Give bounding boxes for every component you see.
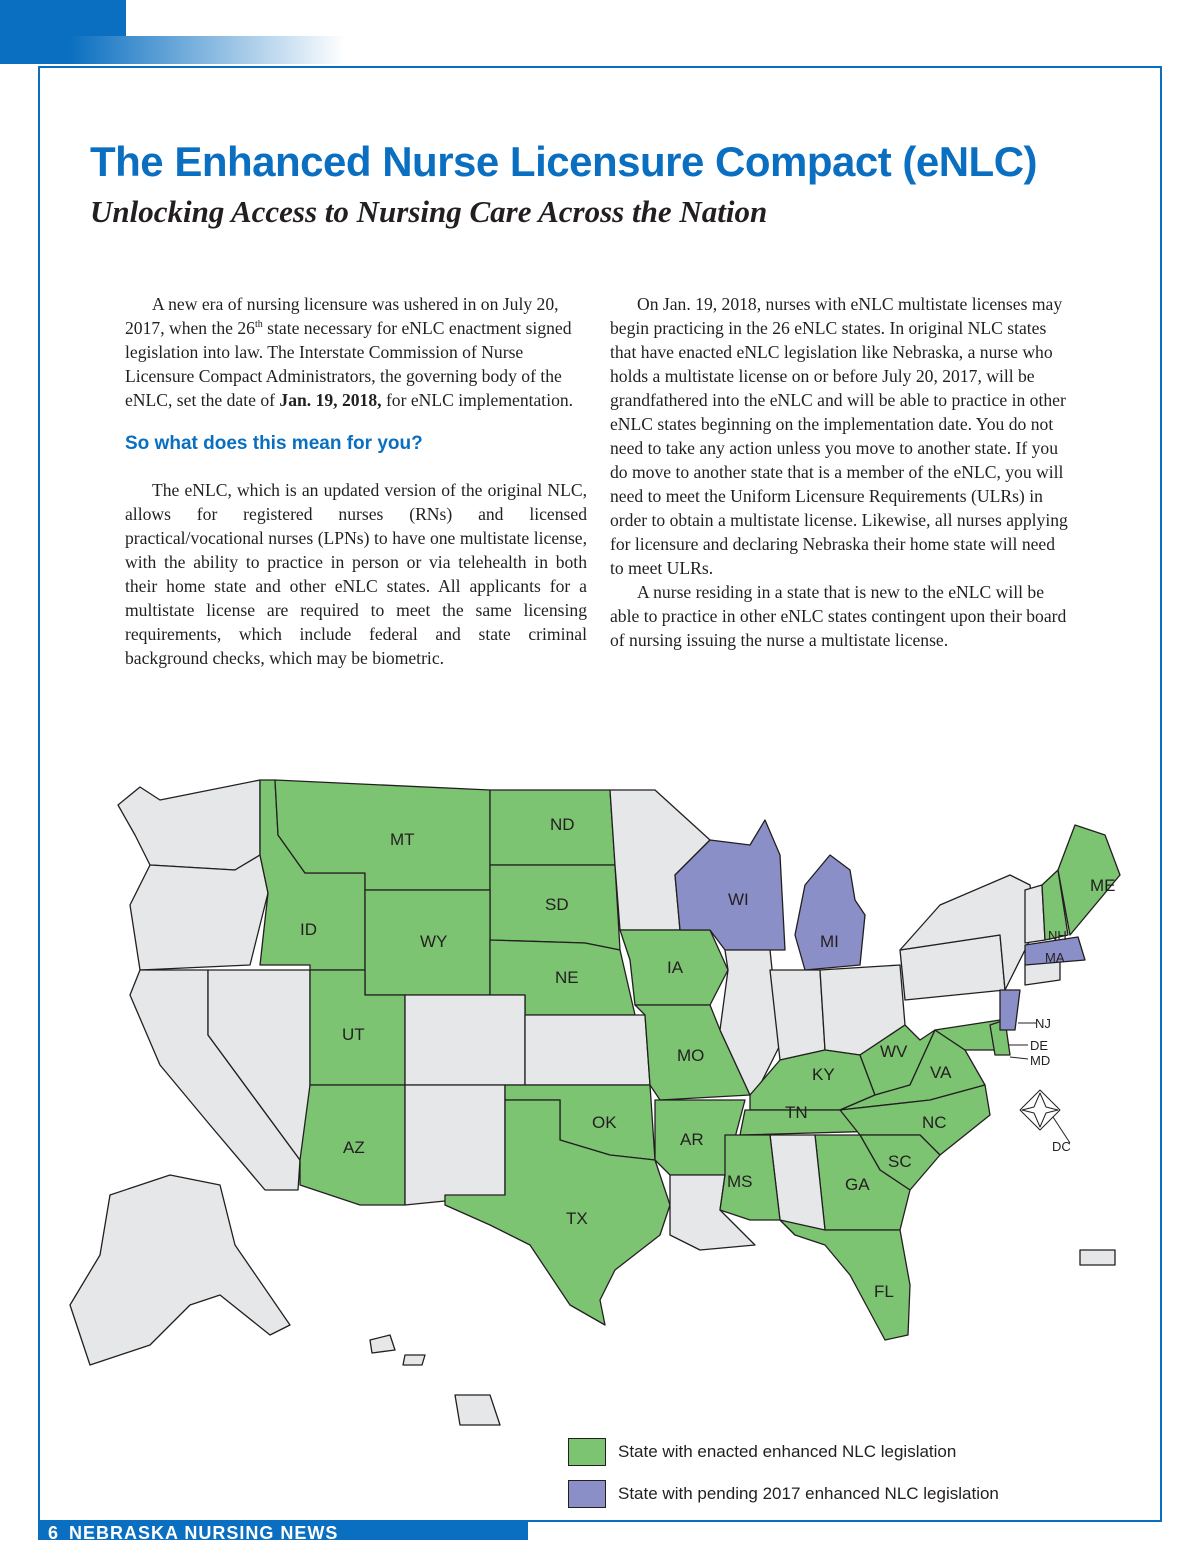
- right-paragraph-1: On Jan. 19, 2018, nurses with eNLC multistate licenses may begin practicing in the 26 eNLC states. In original NLC states that have enacted eNLC legislation like Nebraska, a nurse who holds a multistate license on or before July 20, 2017, will be grandfathered into the eNLC and will be able to practice in other eNLC states beginning on the implementation date. You do not need to take any action unless you move to another state. If you do move to another state that is a member of the eNLC, you will need to meet the Uniform Licensure Requirements (ULRs) in order to obtain a multistate license. Likewise, all nurses applying for licensure and declaring Nebraska their home state will need to meet ULRs.: [610, 294, 1068, 578]
- left-p1-bold-date: Jan. 19, 2018,: [279, 390, 382, 410]
- label-me: ME: [1090, 876, 1116, 895]
- state-hi-3: [455, 1395, 500, 1425]
- label-az: AZ: [343, 1138, 365, 1157]
- state-wa: [118, 780, 260, 870]
- label-mo: MO: [677, 1046, 705, 1065]
- dc-marker: [1020, 1090, 1060, 1130]
- label-dc: DC: [1052, 1139, 1071, 1154]
- label-tx: TX: [566, 1209, 588, 1228]
- label-nh: NH: [1048, 928, 1067, 943]
- left-column: [125, 292, 587, 670]
- label-ok: OK: [592, 1113, 617, 1132]
- publication-name: NEBRASKA NURSING NEWS: [69, 1523, 339, 1543]
- state-nj: [1000, 990, 1020, 1030]
- left-paragraph-2: The eNLC, which is an updated version of the original NLC, allows for registered nurses (RNs) and licensed practical/vocational nurses (LPNs) to have one multistate license, with the ability to practice in person or via telehealth in both their home state and other eNLC states. All applicants for a multistate license are required to meet the same licensing requirements, which include federal and state criminal background checks, which may be biometric.: [125, 480, 587, 668]
- legend-pending: [568, 1480, 1048, 1510]
- state-or: [130, 855, 268, 970]
- label-wy: WY: [420, 932, 448, 951]
- state-mi: [795, 855, 865, 970]
- legend-enacted-swatch: [568, 1438, 606, 1466]
- state-hi-2: [403, 1355, 425, 1365]
- label-wv: WV: [880, 1042, 908, 1061]
- left-p1-superscript: th: [254, 319, 263, 331]
- state-hi-1: [370, 1335, 395, 1353]
- label-mi: MI: [820, 932, 839, 951]
- label-de: DE: [1030, 1038, 1049, 1053]
- label-nc: NC: [922, 1113, 947, 1132]
- article-subtitle: Unlocking Access to Nursing Care Across the Nation: [90, 194, 768, 229]
- state-ks: [525, 1015, 650, 1085]
- label-ma: MA: [1045, 950, 1065, 965]
- state-mt: [275, 780, 490, 890]
- label-wi: WI: [728, 890, 749, 909]
- label-ar: AR: [680, 1130, 704, 1149]
- legend-enacted-label: State with enacted enhanced NLC legislation: [618, 1442, 957, 1461]
- state-pr: [1080, 1250, 1115, 1265]
- label-ky: KY: [812, 1065, 835, 1084]
- page-number: 6: [48, 1523, 60, 1543]
- us-map: [60, 765, 1160, 1465]
- label-tn: TN: [785, 1103, 808, 1122]
- state-in: [770, 970, 825, 1060]
- state-co: [405, 995, 525, 1085]
- section-heading: So what does this mean for you?: [125, 433, 423, 454]
- state-ak: [70, 1175, 290, 1365]
- state-nm: [405, 1085, 505, 1205]
- legend-enacted: [568, 1438, 1048, 1468]
- left-p1-text-c: for eNLC implementation.: [381, 390, 574, 410]
- label-nd: ND: [550, 815, 575, 834]
- label-sd: SD: [545, 895, 569, 914]
- label-ga: GA: [845, 1175, 870, 1194]
- legend-pending-swatch: [568, 1480, 606, 1508]
- right-column: [610, 292, 1072, 652]
- label-id: ID: [300, 920, 317, 939]
- right-paragraph-2: A nurse residing in a state that is new to the eNLC will be able to practice in other eNLC states contingent upon their board of nursing issuing the nurse a multistate license.: [610, 582, 1067, 650]
- label-ut: UT: [342, 1025, 365, 1044]
- footer: [48, 1524, 338, 1542]
- label-ms: MS: [727, 1172, 753, 1191]
- label-ne: NE: [555, 968, 579, 987]
- article-title: The Enhanced Nurse Licensure Compact (eNLC): [90, 138, 1038, 185]
- left-p1-text-b: state necessary for eNLC enactment signed legislation into law. The Interstate Commission of Nurse Licensure Compact Administrators, the governing body of the eNLC, set the date of: [125, 318, 572, 410]
- label-nj: NJ: [1035, 1016, 1051, 1031]
- legend-pending-label: State with pending 2017 enhanced NLC legislation: [618, 1484, 999, 1503]
- label-mt: MT: [390, 830, 415, 849]
- label-ia: IA: [667, 958, 684, 977]
- state-fl: [780, 1220, 910, 1340]
- left-paragraph-1: [125, 292, 587, 412]
- label-sc: SC: [888, 1152, 912, 1171]
- left-p1-text-a: A new era of nursing licensure was ushered in on July 20, 2017, when the 26: [125, 294, 559, 338]
- label-md: MD: [1030, 1053, 1051, 1068]
- header-corner-block: [0, 0, 126, 36]
- header-gradient-band: [0, 36, 345, 64]
- label-va: VA: [930, 1063, 952, 1082]
- label-fl: FL: [874, 1282, 894, 1301]
